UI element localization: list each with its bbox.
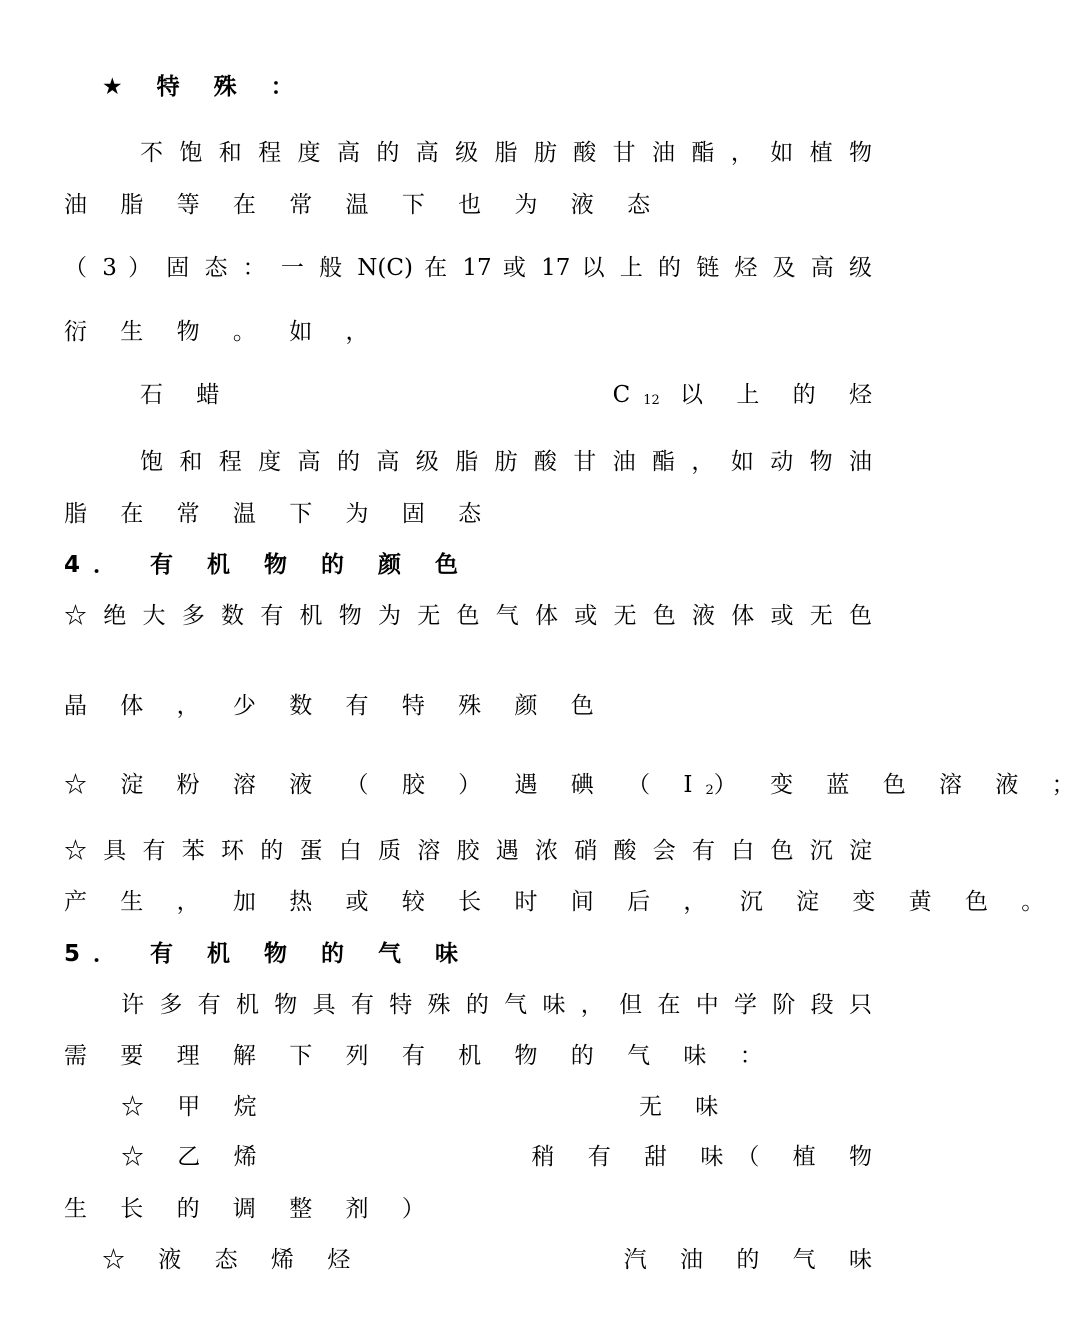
odor-description: 无 味	[639, 1094, 732, 1120]
paragraph-line: 需 要 理 解 下 列 有 机 物 的 气 味 ：	[64, 1043, 776, 1069]
section-heading-5: 5． 有 机 物 的 气 味	[64, 941, 472, 967]
odor-item: ☆ 液 态 烯 烃	[102, 1247, 364, 1273]
paragraph-line: ☆ 具 有 苯 环 的 蛋 白 质 溶 胶 遇 浓 硝 酸 会 有 白 色 沉 淀	[64, 838, 872, 864]
odor-item: ☆ 甲 烷	[121, 1094, 270, 1120]
odor-row	[64, 1137, 885, 1177]
paragraph-line: 不 饱 和 程 度 高 的 高 级 脂 肪 酸 甘 油 酯 ， 如 植 物	[140, 140, 872, 166]
section-heading-4: 4． 有 机 物 的 颜 色	[64, 552, 472, 578]
paragraph-line: 产 生 ， 加 热 或 较 长 时 间 后 ， 沉 淀 变 黄 色 。	[64, 889, 1058, 915]
paragraph-line: 生 长 的 调 整 剂 ）	[64, 1196, 438, 1222]
paragraph-line: 脂 在 常 温 下 为 固 态	[64, 501, 495, 527]
special-heading: ★ 特 殊 ：	[102, 74, 307, 100]
odor-description: 稍 有 甜 味（ 植 物	[531, 1144, 885, 1170]
paragraph-line-split	[64, 375, 885, 415]
odor-row	[64, 1087, 872, 1127]
paragraph-line: ☆ 淀 粉 溶 液 （ 胶 ） 遇 碘 （ $I_2$） 变 蓝 色 溶 液 ；	[64, 772, 1088, 798]
odor-item: ☆ 乙 烯	[121, 1144, 270, 1170]
item-name: 石 蜡	[140, 382, 233, 408]
paragraph-line: ☆ 绝 大 多 数 有 机 物 为 无 色 气 体 或 无 色 液 体 或 无 色	[64, 603, 872, 629]
paragraph-line: （ 3 ） 固 态 ： 一 般 N(C) 在 17 或 17 以 上 的 链 烃 及 高 级	[64, 255, 872, 281]
odor-row	[64, 1240, 885, 1280]
paragraph-line: 饱 和 程 度 高 的 高 级 脂 肪 酸 甘 油 酯 ， 如 动 物 油	[140, 449, 872, 475]
item-value: $C_{12}$ 以 上 的 烃	[612, 382, 885, 408]
paragraph-line: 衍 生 物 。 如 ，	[64, 319, 382, 345]
paragraph-line: 许 多 有 机 物 具 有 特 殊 的 气 味 ， 但 在 中 学 阶 段 只	[121, 992, 872, 1018]
paragraph-line: 油 脂 等 在 常 温 下 也 为 液 态	[64, 192, 664, 218]
paragraph-line: 晶 体 ， 少 数 有 特 殊 颜 色	[64, 693, 607, 719]
odor-description: 汽 油 的 气 味	[623, 1247, 885, 1273]
